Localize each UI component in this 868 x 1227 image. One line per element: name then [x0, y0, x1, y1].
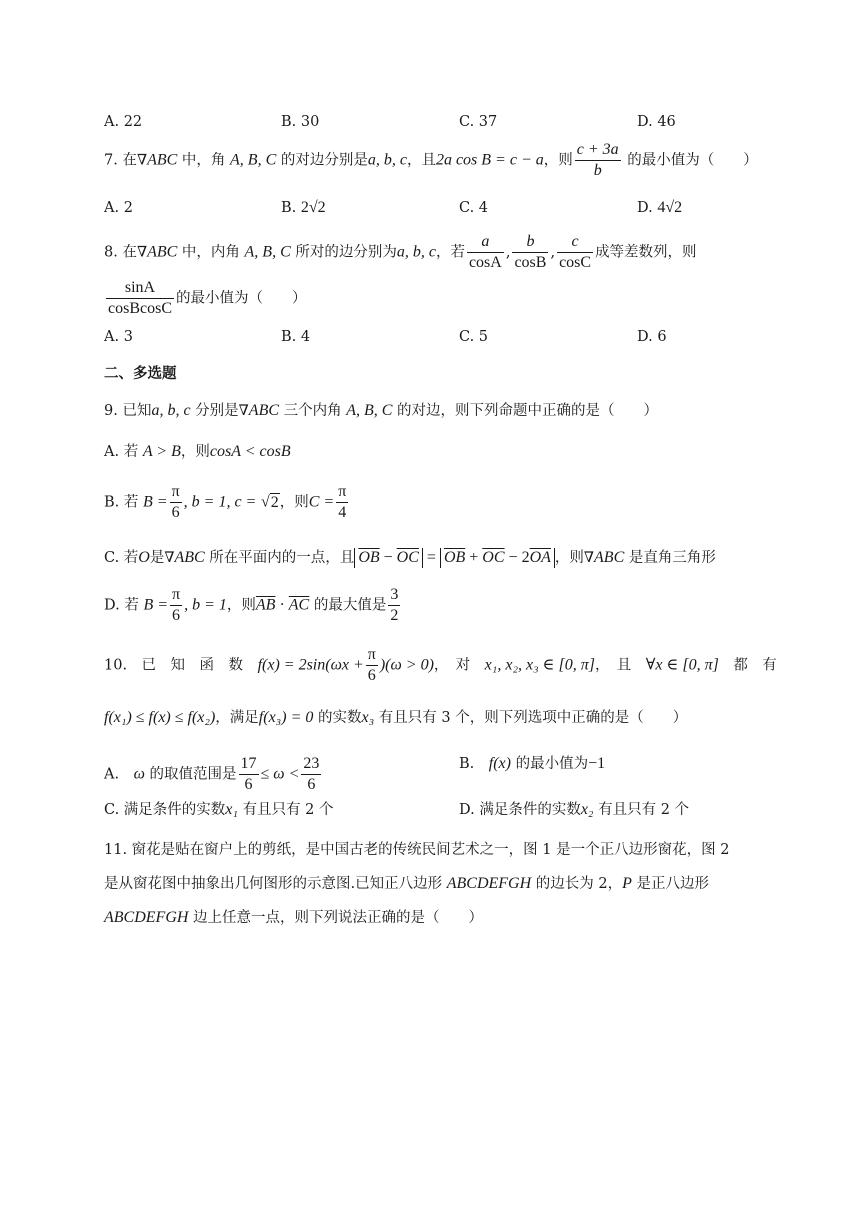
question-8-stem-line1: 8. 在∇ABC 中，内角 A, B, C 所对的边分别为a, b, c，若 $\frac{a}{\cos A}$ , $\frac{b}{\cos B}$ , $\frac{c}{\cos C}$ 成等差数列，则	[104, 233, 697, 271]
question-11-stem-line2: 是从窗花图中抽象出几何图形的示意图.已知正八边形 ABCDEFGH 的边长为 2，P 是正八边形	[104, 875, 709, 892]
q9c-abs-right: $\overline{OB} + \overline{OC} - 2\overline{OA}$	[440, 548, 555, 568]
question-8-stem-line2: $\frac{\sin A}{\text{cosBcosC}}$ 的最小值为（ ）	[108, 279, 307, 317]
question-7-stem: 7. 在∇ABC 中，角 A, B, C 的对边分别是a, b, c，且2a cos B = c − a，则 $\frac{c + 3a}{b}$ 的最小值为（ ）	[104, 141, 758, 179]
q9-option-a: A. 若 A > B，则cosA < cosB	[104, 443, 291, 460]
q6-option-c: C. 37	[459, 114, 498, 130]
q10-fraction-pi-6: $\frac{\pi}{6}$	[367, 646, 376, 684]
q8-option-a: A. 3	[104, 329, 133, 345]
q10-option-b: B. f(x) 的最小值为−1	[459, 755, 606, 772]
q9b-sqrt: √2	[260, 493, 279, 511]
q6-option-b: B. 30	[281, 114, 320, 130]
q10a-fraction-17-6: $\frac{17}{6}$	[240, 755, 257, 793]
q7-option-a: A. 2	[104, 200, 133, 216]
question-9-stem: 9. 已知a, b, c 分别是∇ABC 三个内角 A, B, C 的对边，则下列命题中正确的是（ ）	[104, 402, 659, 419]
q9-option-b: B. 若 B = $\frac{\pi}{6}$ , b = 1, c = √2，则C = $\frac{\pi}{4}$	[104, 483, 347, 521]
q9b-fraction-pi-4: $\frac{\pi}{4}$	[338, 483, 347, 521]
q7-fraction: $\frac{c + 3a}{b}$	[576, 141, 619, 179]
q10-option-c: C. 满足条件的实数x₁ 有且只有 2 个	[104, 801, 334, 818]
question-10-stem-line2: f(x₁) ≤ f(x) ≤ f(x₂)，满足f(x₃) = 0 的实数x₃ 有且只有 3 个，则下列选项中正确的是（ ）	[104, 709, 688, 726]
q8-option-d: D. 6	[637, 329, 667, 345]
q10a-fraction-23-6: $\frac{23}{6}$	[303, 755, 320, 793]
q8-option-b: B. 4	[281, 329, 311, 345]
q8-option-c: C. 5	[459, 329, 489, 345]
q7-option-d: D. 4√2	[637, 199, 683, 216]
q9-option-c: C. 若O是∇ABC 所在平面内的一点，且 $\overline{OB} - \overline{OC} = \overline{OB} + \overline{OC} - 2\overline{OA}$ ，则∇ABC 是直角三角形	[104, 549, 716, 566]
question-11-stem-line1: 11. 窗花是贴在窗户上的剪纸，是中国古老的传统民间艺术之一，图 1 是一个正八边形窗花，图 2	[104, 842, 730, 858]
q8-fraction-a: $\frac{a}{\cos A}$	[468, 233, 502, 271]
q9c-abs-left: $\overline{OB} - \overline{OC}$	[354, 548, 423, 568]
q8-fraction-b: $\frac{b}{\cos B}$	[514, 233, 547, 271]
q9b-fraction-pi-6: $\frac{\pi}{6}$	[171, 483, 180, 521]
q9d-fraction-pi-6: $\frac{\pi}{6}$	[172, 586, 181, 624]
q8-fraction-c: $\frac{c}{\cos C}$	[559, 233, 592, 271]
q9-option-d: D. 若 B = $\frac{\pi}{6}$ , b = 1，则$\overline{AB} \cdot \overline{AC}$ 的最大值是 $\frac{3}{2}$	[104, 586, 399, 624]
q10-option-d: D. 满足条件的实数x₂ 有且只有 2 个	[459, 801, 690, 818]
question-11-stem-line3: ABCDEFGH 边上任意一点，则下列说法正确的是（ ）	[104, 909, 484, 926]
q9d-fraction-3-2: $\frac{3}{2}$	[390, 586, 399, 624]
q10-option-a: A. ω 的取值范围是 $\frac{17}{6}$ ≤ ω < $\frac{23}{6}$	[104, 755, 320, 793]
q7-option-c: C. 4	[459, 200, 489, 216]
q6-option-d: D. 46	[637, 114, 676, 130]
section-heading-multiple-choice: 二、多选题	[104, 366, 177, 382]
q6-option-a: A. 22	[104, 114, 143, 130]
q8-fraction-sin: $\frac{\sin A}{\text{cosBcosC}}$	[108, 279, 172, 317]
question-10-stem-line1: 10. 已 知 函 数 f(x) = 2sin(ωx + $\frac{\pi}{6}$ )(ω > 0)， 对 x₁, x₂, x₃ ∈ [0, π]， 且 ∀x ∈ [0, π] 都 有	[104, 646, 777, 684]
q7-option-b: B. 2√2	[281, 199, 326, 216]
